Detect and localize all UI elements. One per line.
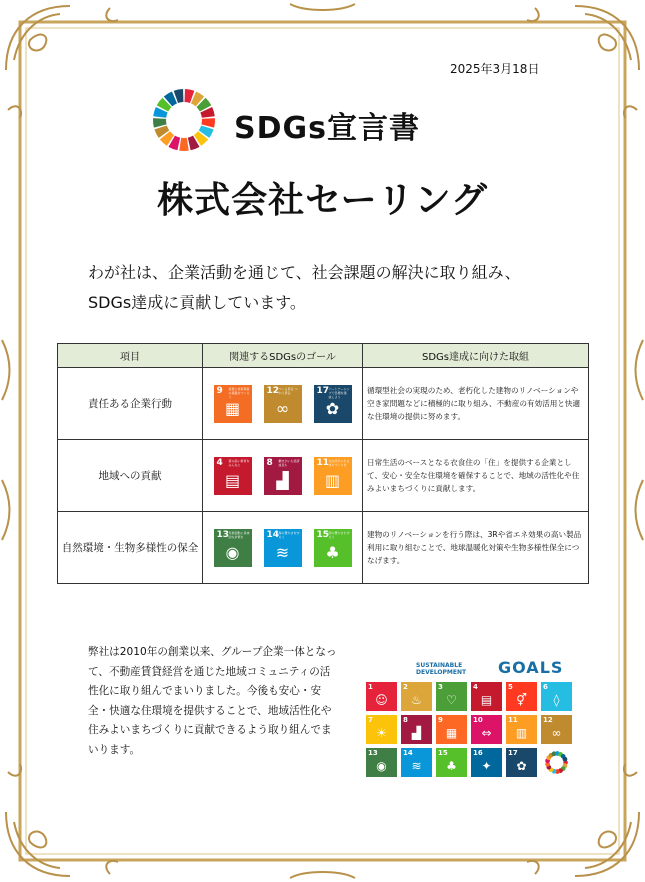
tile-glyph: ∞ (551, 726, 562, 740)
tile-glyph: ▟ (411, 726, 422, 740)
wheel-segment (153, 118, 167, 128)
tile-glyph: ✿ (516, 759, 527, 773)
goal-title: 海の豊かさを守ろう (278, 530, 300, 539)
tile-number: 6 (543, 683, 548, 691)
row-description: 日常生活のベースとなる衣食住の「住」を提供する企業として、安心・安全な住環境を確保することで、地域の活性化や住みよいまちづくりに貢献します。 (363, 440, 589, 512)
tile-glyph: ☀ (376, 726, 387, 740)
tile-glyph: ⇔ (481, 726, 492, 740)
goal-glyph: ▤ (224, 470, 241, 490)
table-row (58, 368, 589, 440)
wheel-segment (201, 118, 215, 128)
sdg-goal-14-icon (264, 529, 302, 567)
mini-wheel-dot (563, 757, 568, 762)
poster-goal-8-tile (401, 715, 432, 744)
sdg-initiatives-table (57, 343, 589, 584)
tile-number: 15 (438, 749, 448, 757)
tile-number: 14 (403, 749, 413, 757)
tile-number: 4 (473, 683, 478, 691)
sdg-goal-9-icon (214, 385, 252, 423)
tile-number: 13 (368, 749, 378, 757)
poster-goal-11-tile (506, 715, 537, 744)
sdg-goal-12-icon (264, 385, 302, 423)
goal-number: 15 (316, 529, 330, 540)
closing-statement: 弊社は2010年の創業以来、グループ企業一体となって、不動産賃貸経営を通じた地域コミュニティの活性化に取り組んでまいりました。今後も安心・安全・快適な住環境を提供することで、地域活性化や住みよいまちづくりに貢献できるよう取り組んでまいります。 (88, 646, 337, 756)
goal-title: 働きがいも経済成長も (278, 458, 300, 467)
tile-glyph: ◉ (376, 759, 387, 773)
tile-number: 5 (508, 683, 513, 691)
header-initiatives: SDGs達成に向けた取組 (363, 344, 589, 368)
poster-subtitle (416, 662, 466, 676)
tile-glyph: ▦ (445, 726, 458, 740)
row-description: 建物のリノベーションを行う際は、3Rや省エネ効果の高い製品利用に取り組むことで、地球温暖化対策や生物多様性保全につなげます。 (363, 512, 589, 584)
tile-glyph: ⚥ (516, 693, 527, 707)
goal-glyph: ▦ (224, 398, 241, 418)
tile-glyph: ♨ (411, 693, 422, 707)
tile-number: 3 (438, 683, 443, 691)
sdg-goal-11-icon (314, 457, 352, 495)
goal-title: つくる責任 つかう責任 (278, 386, 298, 395)
tile-glyph: ♣ (446, 759, 457, 773)
intro-line: SDGs達成に貢献しています。 (88, 293, 306, 312)
table-row (58, 440, 589, 512)
goal-glyph: ∞ (275, 398, 290, 418)
tile-number: 16 (473, 749, 483, 757)
table-header-row (58, 344, 589, 368)
goal-number: 11 (316, 457, 330, 468)
wheel-segment (179, 138, 189, 151)
goal-number: 14 (266, 529, 280, 540)
intro-statement (88, 258, 588, 318)
goal-title: 陸の豊かさも守ろう (328, 530, 350, 539)
tile-number: 7 (368, 716, 373, 724)
poster-goal-13-tile (366, 748, 397, 777)
sdgs-wheel-logo (152, 88, 216, 152)
poster-goal-5-tile (506, 682, 537, 711)
tile-number: 11 (508, 716, 518, 724)
sdgs-goals-poster (366, 658, 574, 776)
poster-goal-4-tile (471, 682, 502, 711)
poster-goal-12-tile (541, 715, 572, 744)
tile-glyph: ♡ (446, 693, 457, 707)
poster-goal-3-tile (436, 682, 467, 711)
sdg-goal-17-icon (314, 385, 352, 423)
tile-glyph: ☺ (375, 693, 388, 707)
tile-glyph: ✦ (481, 759, 492, 773)
sdg-goal-15-icon (314, 529, 352, 567)
poster-goal-10-tile (471, 715, 502, 744)
goal-number: 13 (216, 529, 230, 540)
poster-line-sustainable: SUSTAINABLE (416, 662, 463, 669)
poster-goal-6-tile (541, 682, 572, 711)
goal-title: 産業と技術革新の基盤をつくろう (228, 386, 250, 399)
goal-glyph: ✿ (325, 398, 340, 418)
poster-goal-2-tile (401, 682, 432, 711)
goal-title: 質の高い教育をみんなに (228, 458, 250, 467)
tile-number: 2 (403, 683, 408, 691)
row-goals-cell (203, 440, 363, 512)
tile-number: 17 (508, 749, 518, 757)
goal-number: 17 (316, 385, 330, 396)
sdg-goal-13-icon (214, 529, 252, 567)
mini-wheel-icon (541, 748, 572, 777)
poster-goal-7-tile (366, 715, 397, 744)
poster-goals-word: GOALS (498, 658, 564, 677)
goal-number: 12 (266, 385, 280, 396)
poster-goal-15-tile (436, 748, 467, 777)
poster-goal-17-tile (506, 748, 537, 777)
header-item: 項目 (58, 344, 203, 368)
goal-glyph: ≋ (275, 542, 290, 562)
tile-number: 9 (438, 716, 443, 724)
goal-number: 4 (216, 457, 223, 468)
tile-glyph: ≋ (411, 759, 422, 773)
goal-glyph: ◉ (225, 542, 240, 562)
row-item-label: 地域への貢献 (58, 440, 203, 512)
goal-title: パートナーシップで目標を達成しよう (328, 386, 350, 399)
row-goals-cell (203, 512, 363, 584)
tile-glyph: ◊ (553, 693, 560, 707)
poster-goal-9-tile (436, 715, 467, 744)
row-item-label: 責任ある企業行動 (58, 368, 203, 440)
row-item-label: 自然環境・生物多様性の保全 (58, 512, 203, 584)
document-date: 2025年3月18日 (450, 62, 540, 76)
sdg-goal-8-icon (264, 457, 302, 495)
sdg-goal-4-icon (214, 457, 252, 495)
goal-title: 気候変動に具体的な対策を (228, 530, 250, 539)
tile-number: 12 (543, 716, 553, 724)
goal-title: 住み続けられるまちづくりを (328, 458, 350, 467)
row-goals-cell (203, 368, 363, 440)
intro-line: わが社は、企業活動を通じて、社会課題の解決に取り組み、 (88, 263, 521, 282)
header-goals: 関連するSDGsのゴール (203, 344, 363, 368)
tile-number: 8 (403, 716, 408, 724)
goal-number: 8 (266, 457, 273, 468)
poster-goal-1-tile (366, 682, 397, 711)
row-description: 循環型社会の実現のため、老朽化した建物のリノベーションや空き家問題などに積極的に取り組み、不動産の有効活用と快適な住環境の提供に努めます。 (363, 368, 589, 440)
tile-glyph: ▥ (515, 726, 528, 740)
tile-glyph: ▤ (480, 693, 493, 707)
document-title: SDGs宣言書 (234, 111, 420, 146)
goal-tile-grid (366, 682, 572, 777)
poster-wheel-tile (541, 748, 572, 777)
poster-goal-16-tile (471, 748, 502, 777)
goal-glyph: ▟ (276, 470, 289, 490)
poster-line-development: DEVELOPMENT (416, 669, 467, 676)
tile-number: 10 (473, 716, 483, 724)
goal-glyph: ▥ (324, 470, 341, 490)
table-row (58, 512, 589, 584)
goal-glyph: ♣ (325, 542, 340, 562)
goal-number: 9 (216, 385, 223, 396)
poster-goal-14-tile (401, 748, 432, 777)
company-name: 株式会社セーリング (157, 180, 488, 221)
tile-number: 1 (368, 683, 373, 691)
